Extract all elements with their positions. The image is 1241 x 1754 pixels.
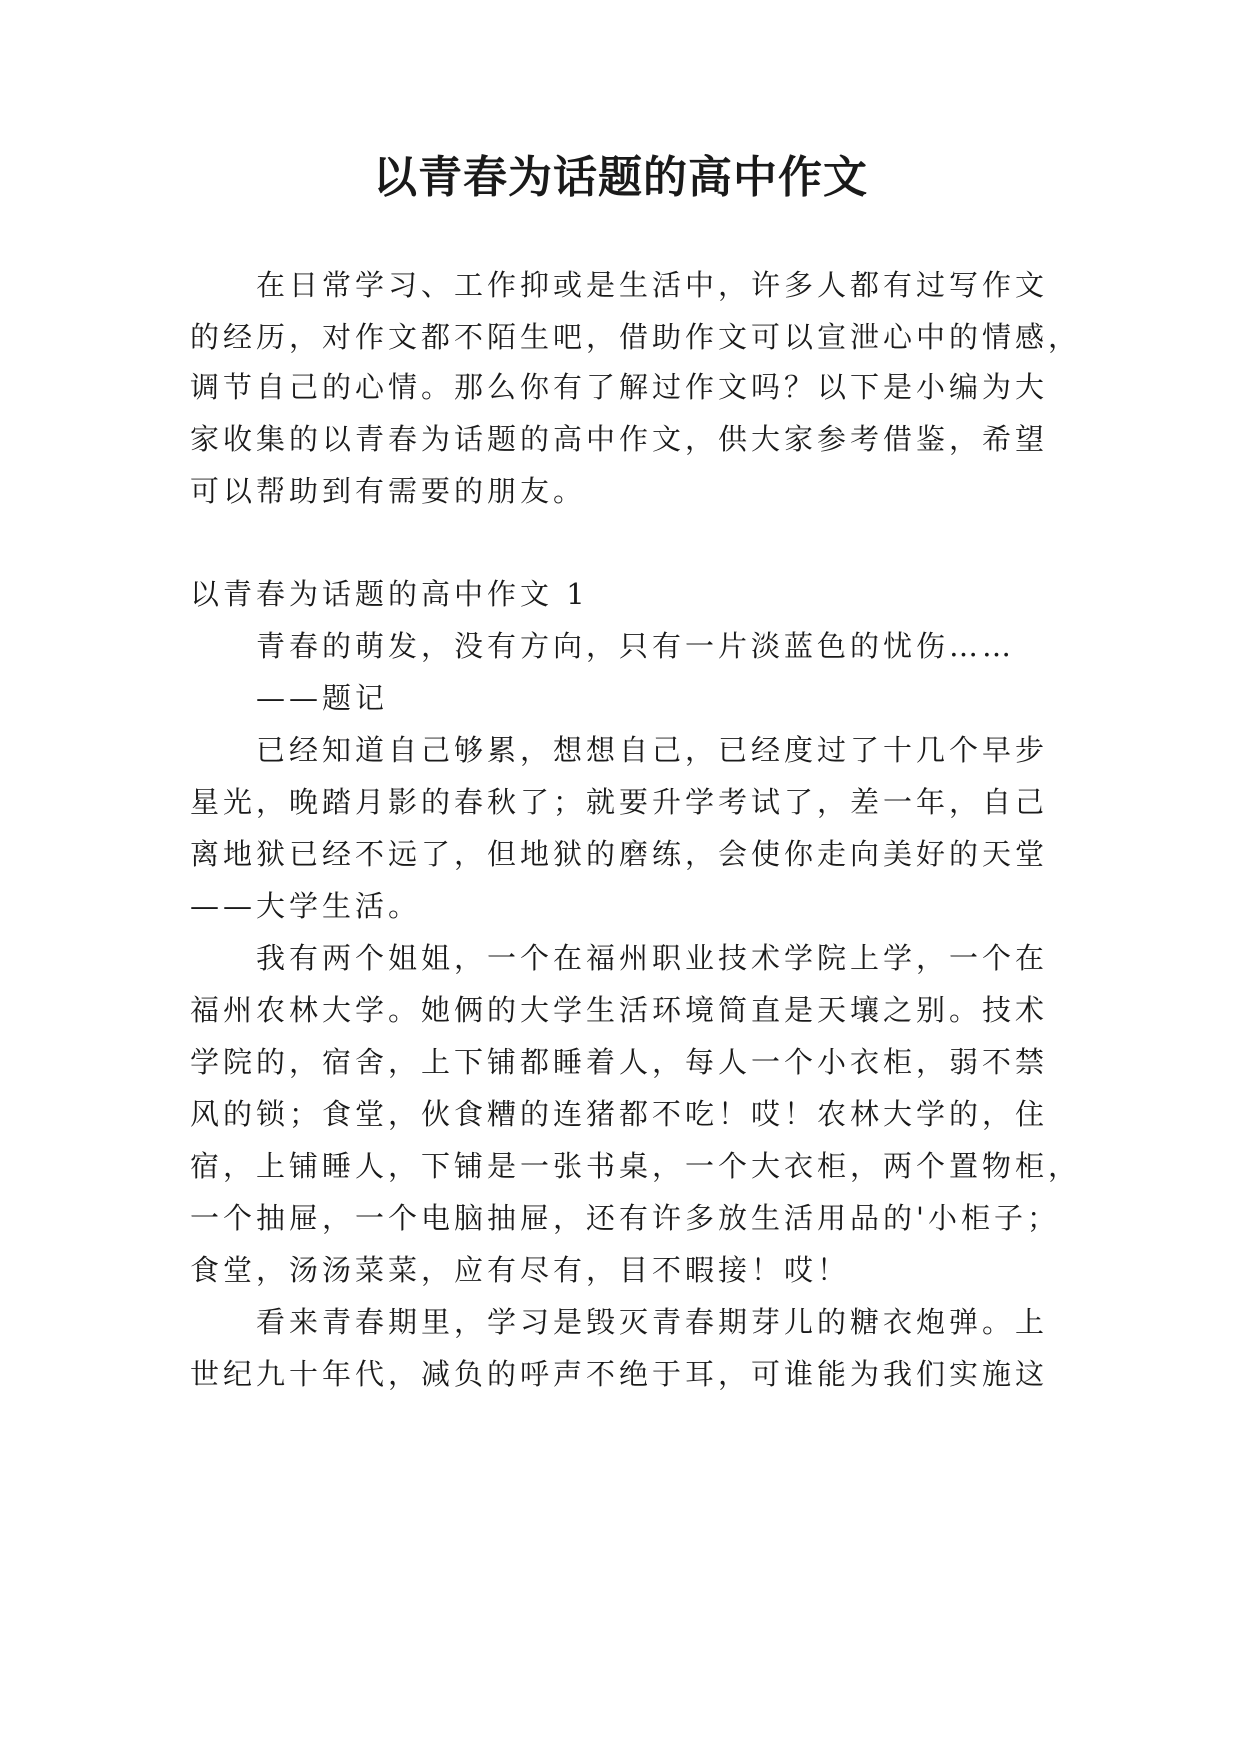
body-line-2: 星光，晚踏月影的春秋了；就要升学考试了，差一年，自己: [190, 785, 1049, 819]
body-line-8: 风的锁；食堂，伙食糟的连猪都不吃！哎！农林大学的，住: [190, 1097, 1049, 1131]
body-line-9: 宿，上铺睡人，下铺是一张书桌，一个大衣柜，两个置物柜，: [190, 1149, 1082, 1183]
body-line-5: 我有两个姐姐，一个在福州职业技术学院上学，一个在: [256, 941, 1049, 975]
body-line-6: 福州农林大学。她俩的大学生活环境简直是天壤之别。技术: [190, 993, 1049, 1027]
section-heading: 以青春为话题的高中作文 1: [190, 577, 589, 611]
body-line-13: 世纪九十年代，减负的呼声不绝于耳，可谁能为我们实施这: [190, 1357, 1049, 1391]
intro-line-5: 可以帮助到有需要的朋友。: [190, 474, 587, 508]
intro-line-2: 的经历，对作文都不陌生吧，借助作文可以宣泄心中的情感，: [190, 320, 1082, 354]
intro-line-4: 家收集的以青春为话题的高中作文，供大家参考借鉴，希望: [190, 422, 1049, 456]
intro-line-1: 在日常学习、工作抑或是生活中，许多人都有过写作文: [256, 268, 1049, 302]
epigraph-attribution: ——题记: [256, 681, 389, 715]
body-line-3: 离地狱已经不远了，但地狱的磨练，会使你走向美好的天堂: [190, 837, 1049, 871]
body-line-1: 已经知道自己够累，想想自己，已经度过了十几个早步: [256, 733, 1049, 767]
body-line-7: 学院的，宿舍，上下铺都睡着人，每人一个小衣柜，弱不禁: [190, 1045, 1049, 1079]
document-title: 以青春为话题的高中作文: [373, 152, 868, 203]
epigraph-line: 青春的萌发，没有方向，只有一片淡蓝色的忧伤……: [256, 629, 1016, 663]
intro-line-3: 调节自己的心情。那么你有了解过作文吗？以下是小编为大: [190, 370, 1049, 404]
body-line-10: 一个抽屉，一个电脑抽屉，还有许多放生活用品的'小柜子；: [190, 1201, 1060, 1235]
body-line-11: 食堂，汤汤菜菜，应有尽有，目不暇接！哎！: [190, 1253, 851, 1287]
body-line-12: 看来青春期里，学习是毁灭青春期芽儿的糖衣炮弹。上: [256, 1305, 1049, 1339]
body-line-4: ——大学生活。: [190, 889, 422, 923]
